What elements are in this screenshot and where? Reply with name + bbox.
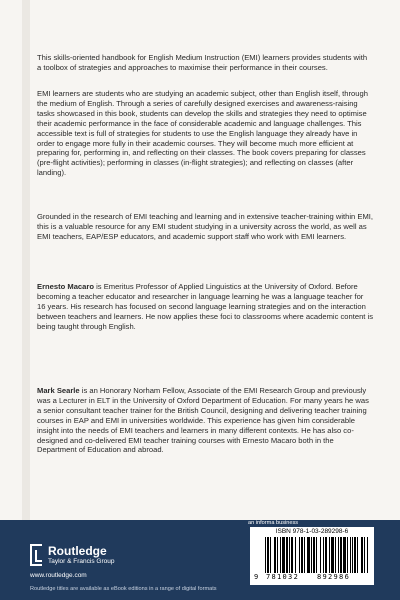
blurb-paragraph-1 bbox=[37, 53, 373, 73]
blurb-text-1: This skills-oriented handbook for English Medium Instruction (EMI) learners provides students with a toolbox of strategies and approaches to maximise their performance in their courses. bbox=[37, 53, 368, 72]
author-name: Ernesto Macaro bbox=[37, 282, 94, 291]
barcode-left-digits: 781032 bbox=[266, 573, 300, 581]
publisher-name: Routledge bbox=[48, 544, 107, 558]
decorative-stripe bbox=[22, 0, 30, 520]
author-bio-searle bbox=[37, 386, 373, 455]
author-bio: is Emeritus Professor of Applied Linguistics at the University of Oxford. Before becoming a teacher educator and researcher in language learning he was a language teacher for 16 years. His research has focused on second language learning strategies and on the interaction between teachers and learners. He now applies these foci to classrooms where academic content is being taught through English. bbox=[37, 282, 373, 331]
blurb-paragraph-2 bbox=[37, 89, 373, 178]
author-bio-text bbox=[37, 386, 373, 455]
ebook-notice: Routledge titles are available as eBook editions in a range of digital formats bbox=[30, 586, 217, 592]
barcode-icon bbox=[265, 537, 369, 573]
routledge-logo-icon bbox=[30, 544, 42, 566]
publisher-group: Taylor & Francis Group bbox=[48, 558, 115, 565]
isbn-label: ISBN 978-1-03-289298-6 bbox=[275, 528, 349, 535]
barcode-right-digits: 892986 bbox=[317, 573, 351, 581]
publisher-url: www.routledge.com bbox=[30, 572, 87, 579]
author-bio-macaro bbox=[37, 282, 373, 332]
isbn-barcode-panel bbox=[250, 527, 374, 585]
blurb-paragraph-3 bbox=[37, 212, 373, 242]
blurb-text-3: Grounded in the research of EMI teaching and learning and in extensive teacher-training within EMI, this is a valuable resource for any EMI student studying in a university across the world, as well as EMI teachers, EAP/ESP educators, and academic support staff who work with EMI learners. bbox=[37, 212, 374, 241]
author-bio-text bbox=[37, 282, 373, 332]
blurb-text-2: EMI learners are students who are studying an academic subject, other than English itself, through the medium of English. Through a series of carefully designed exercises and awareness-raising tasks showcased in this book, students can develop the skills and strategies they need to optimise their academic performance in the face of considerable academic and language challenges. This accessible text is full of strategies for students to use the English language they already have in order to engage more fully in their academic courses. They will become much more efficient at preparing for, performing in, and reflecting on their classes. The book covers preparing for classes (pre-flight activities); performing in classes (in-flight strategies); and reflecting on classes (after landing). bbox=[37, 89, 368, 178]
barcode-lead-digit: 9 bbox=[254, 573, 259, 581]
author-bio: is an Honorary Norham Fellow, Associate of the EMI Research Group and previously was a Lecturer in ELT in the University of Oxford Department of Education. For many years he was a senior consultant teacher trainer for the British Council, designing and delivering teacher training courses in EAP and EMI in universities worldwide. This experience has given him considerable insight into the needs of EMI teachers and learners in many different contexts. He has also co-designed and co-delivered EMI teacher training courses with Ernesto Macaro both in the Department of Education and abroad. bbox=[37, 386, 369, 455]
informa-tagline: an informa business bbox=[248, 520, 299, 526]
author-name: Mark Searle bbox=[37, 386, 80, 395]
